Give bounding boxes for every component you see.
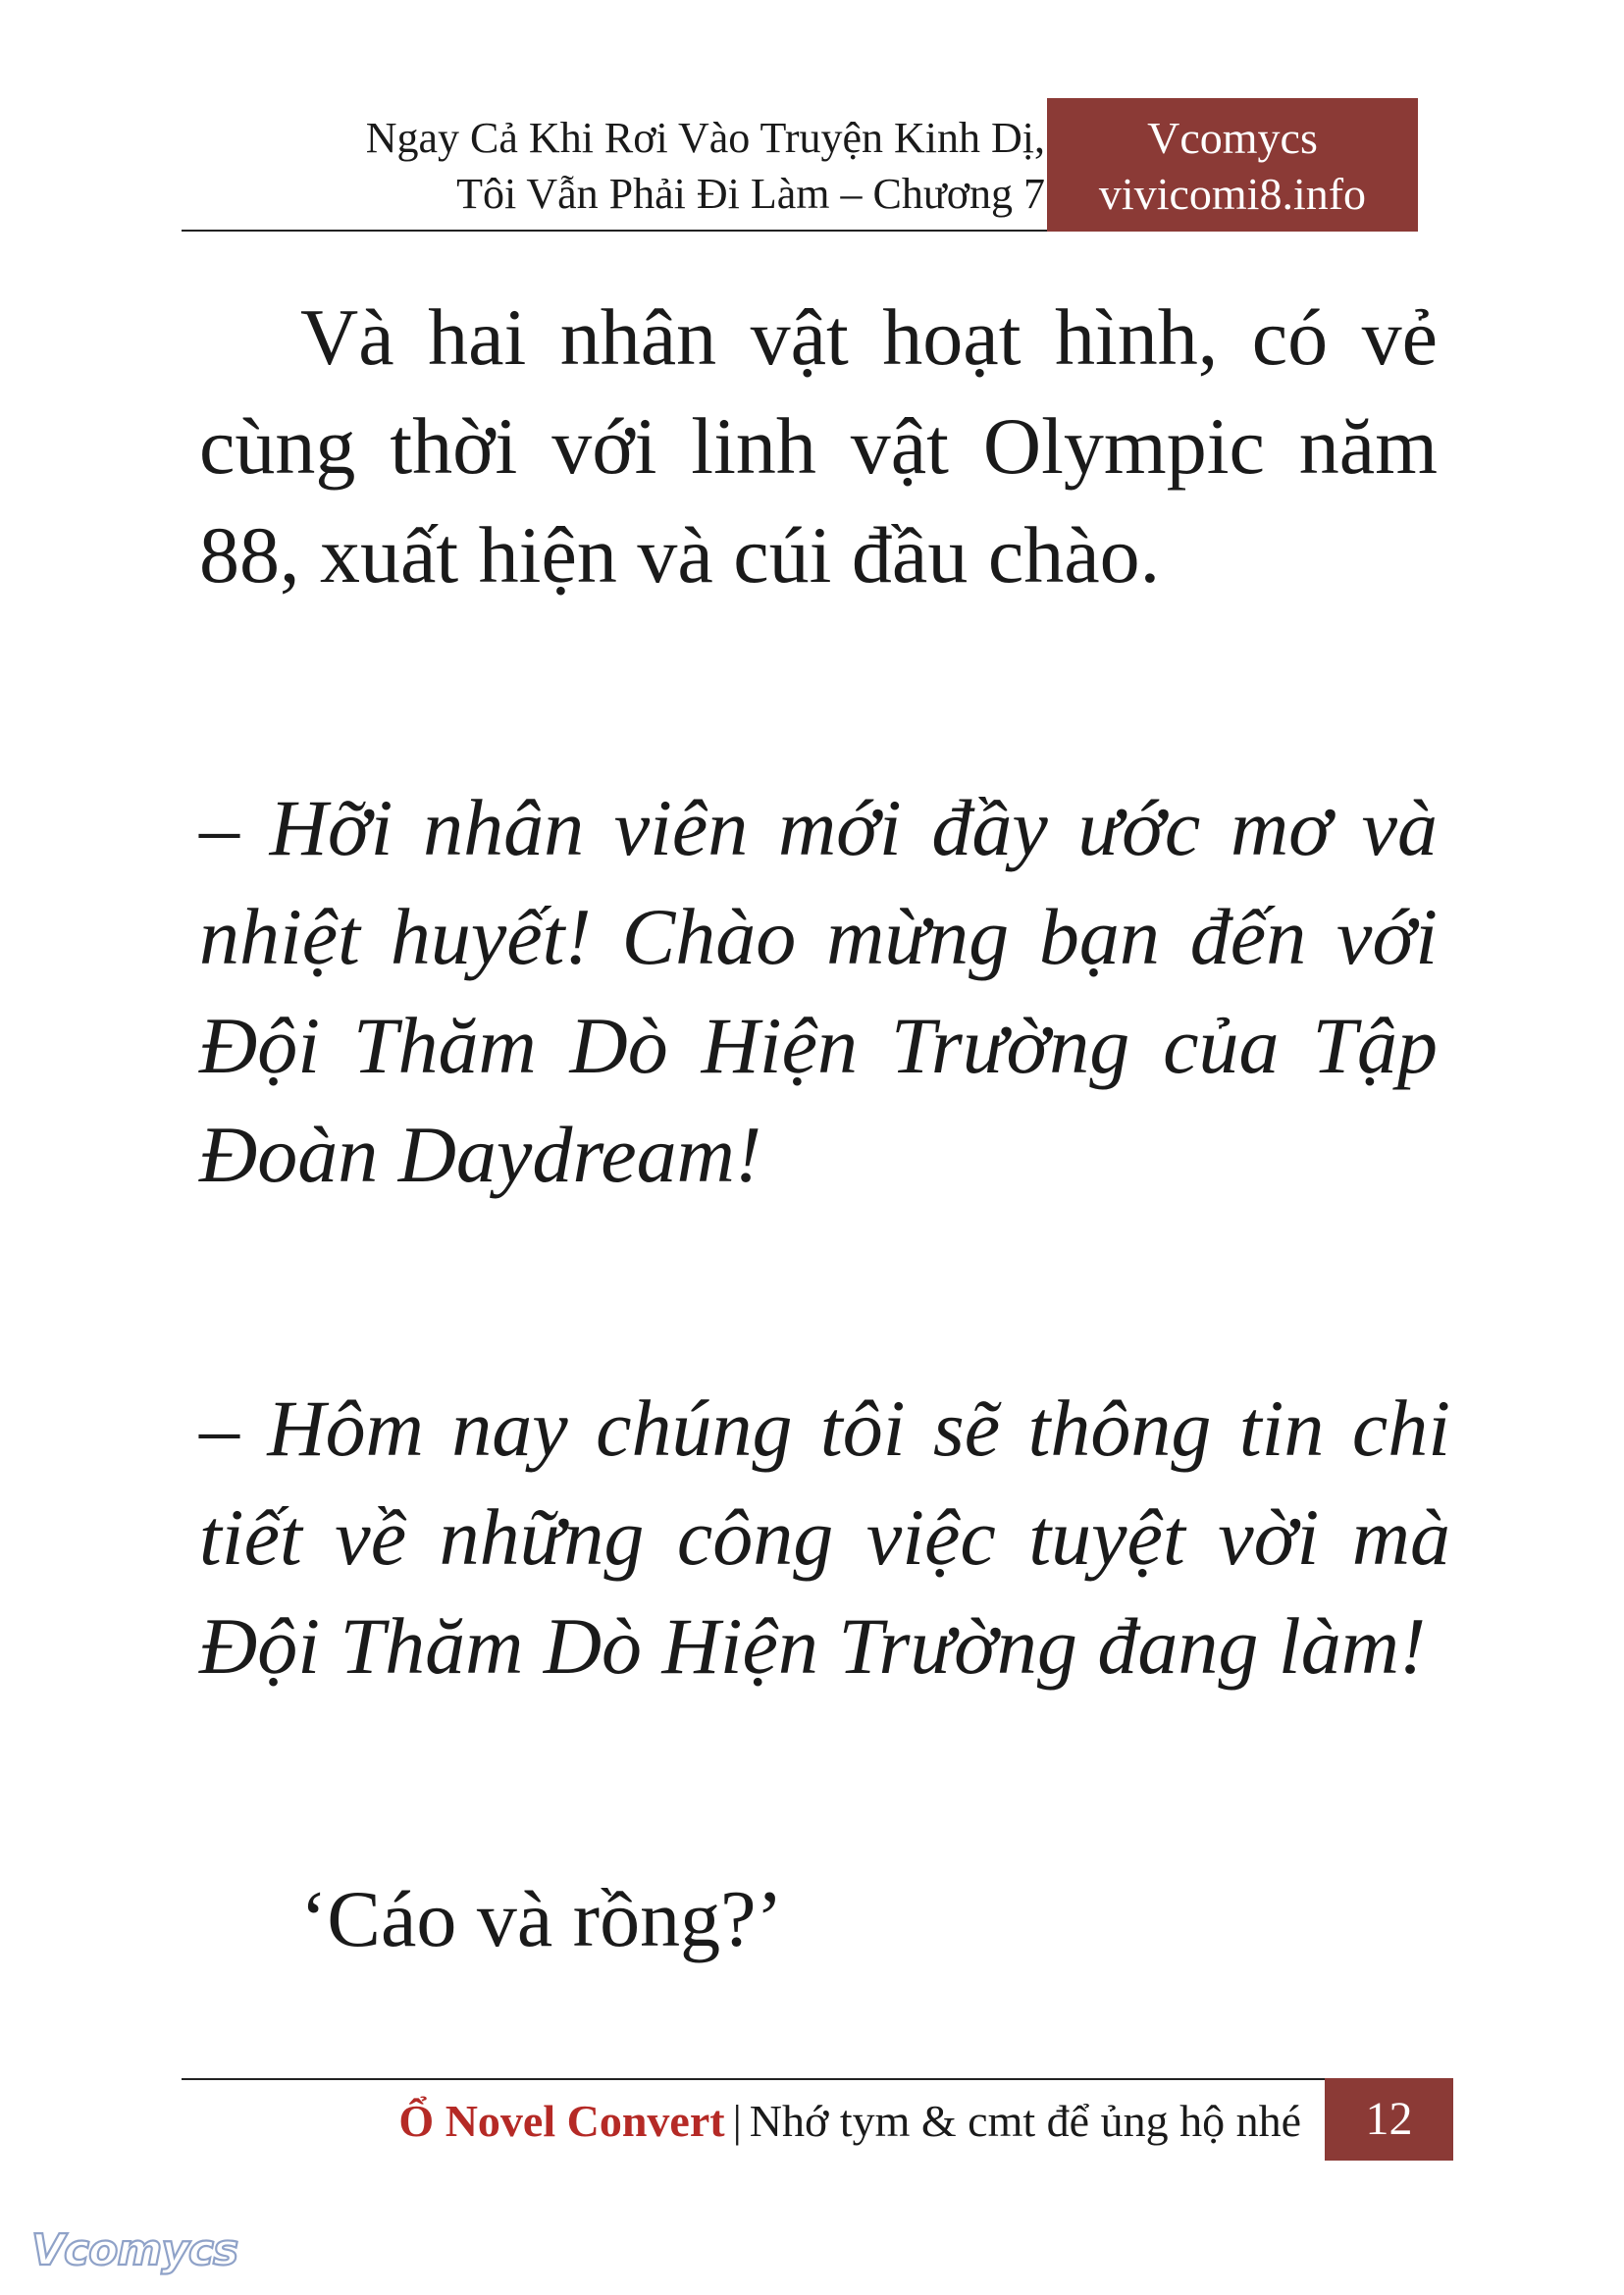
chapter-title [182, 110, 1045, 222]
source-badge-name: Vcomycs [1147, 113, 1318, 163]
paragraph-dialogue-1: – Hỡi nhân viên mới đầy ước mơ và nhiệt huyết! Chào mừng bạn đến với Đội Thăm Dò Hiện Trường của Tập Đoàn Daydream! [199, 783, 1438, 1199]
vcomycs-watermark-logo [27, 2219, 253, 2280]
footer-note: Nhớ tym & cmt để ủng hộ nhé [749, 2096, 1301, 2146]
chapter-title-line-2: Tôi Vẫn Phải Đi Làm – Chương 7 [456, 170, 1045, 218]
page-number: 12 [1325, 2078, 1453, 2161]
paragraph-thought: ‘Cáo và rồng?’ [300, 1874, 783, 1963]
paragraph-dialogue-2: – Hôm nay chúng tôi sẽ thông tin chi tiết về những công việc tuyệt vời mà Đội Thăm Dò Hiện Trường đang làm! [199, 1383, 1450, 1691]
footer-text [398, 2090, 1301, 2153]
source-badge [1047, 98, 1418, 232]
source-badge-url: vivicomi8.info [1098, 169, 1367, 219]
footer-divider [182, 2078, 1325, 2080]
svg-text:Vcomycs: Vcomycs [31, 2225, 238, 2275]
header-divider [182, 230, 1047, 232]
footer-brand: Ổ Novel Convert [398, 2096, 725, 2146]
paragraph-narration-1: Và hai nhân vật hoạt hình, có vẻ cùng thời với linh vật Olympic năm 88, xuất hiện và cúi đầu chào. [199, 292, 1438, 600]
footer-separator: | [732, 2096, 742, 2146]
page-header [182, 98, 1418, 232]
page-footer [182, 2078, 1453, 2161]
chapter-title-line-1: Ngay Cả Khi Rơi Vào Truyện Kinh Dị, [365, 114, 1045, 162]
